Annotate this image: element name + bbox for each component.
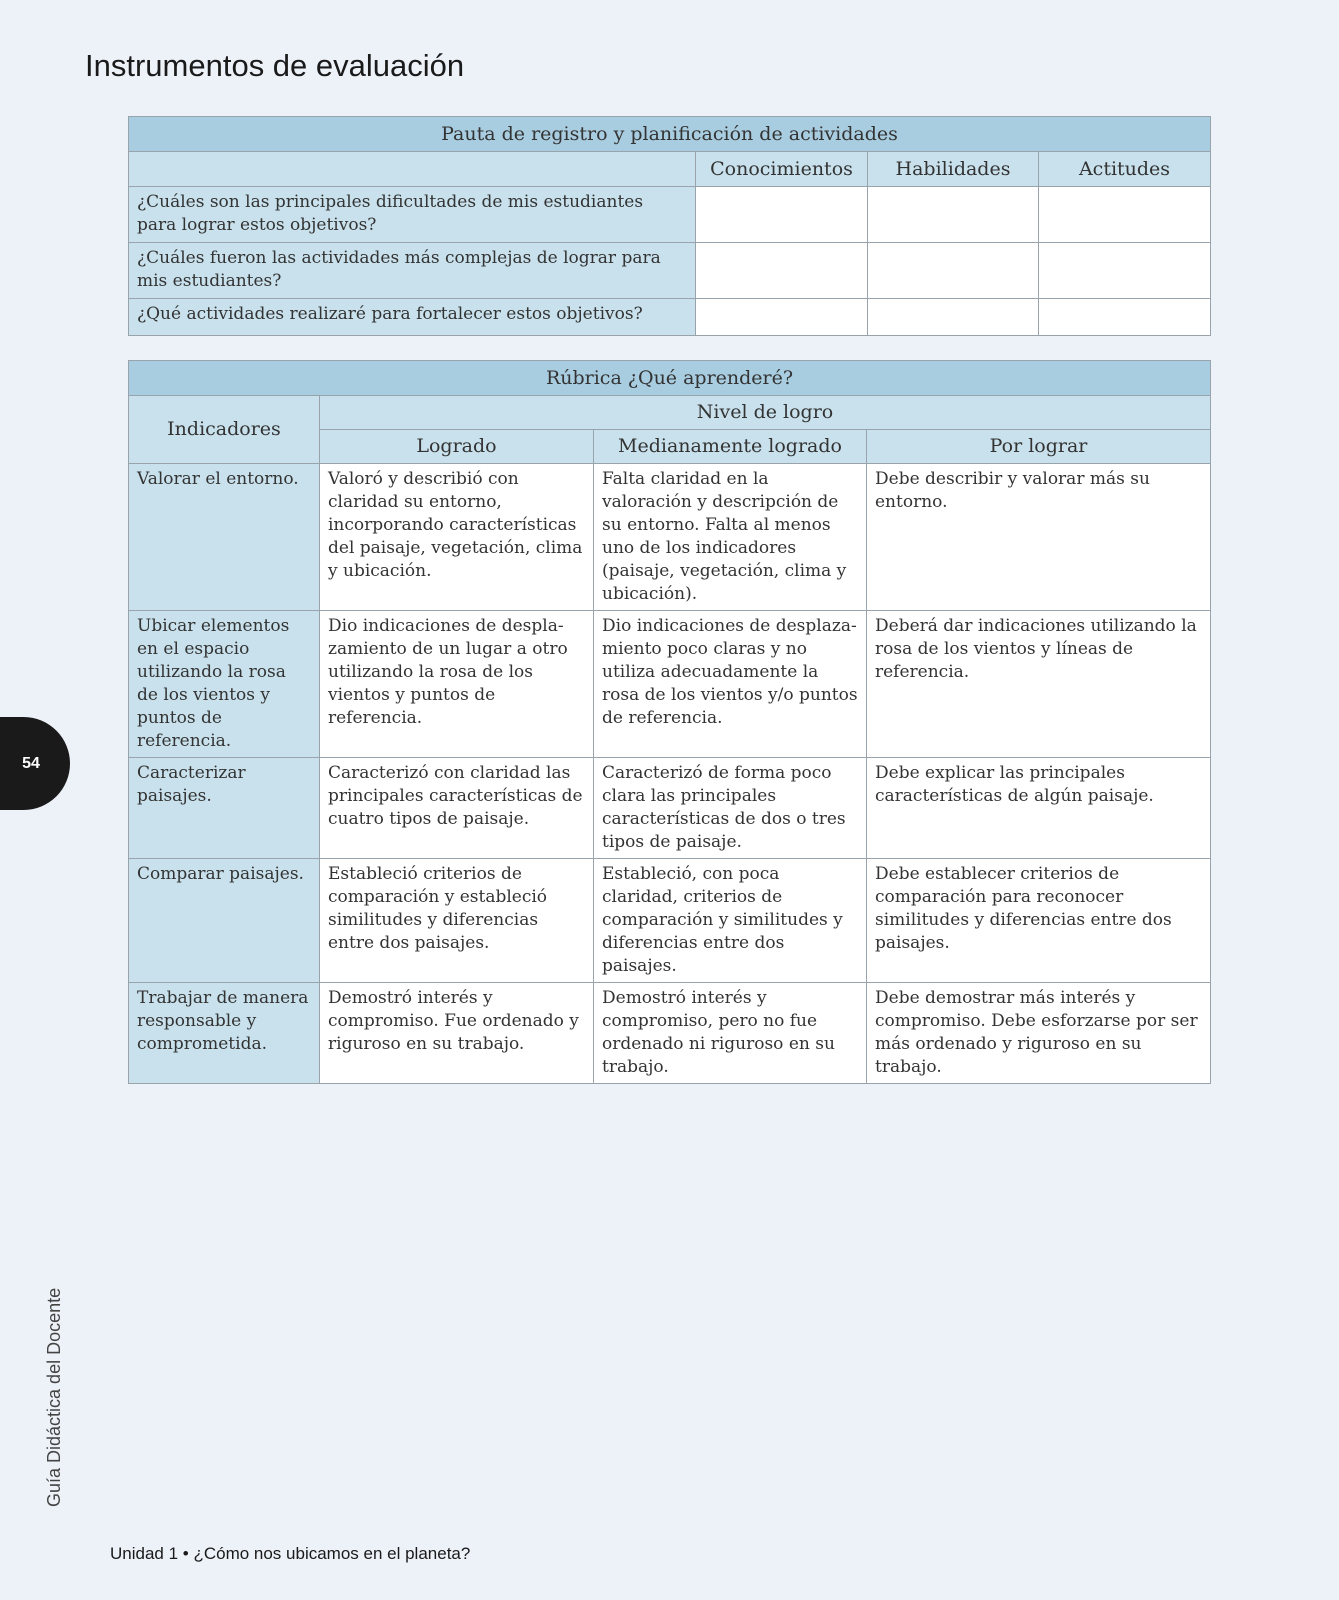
rubric-pending: Debe demostrar más interés y compromiso. Debe esforzarse por ser más ordenado y riguroso en su trabajo. <box>867 983 1211 1084</box>
footer-unit-title: Unidad 1 • ¿Cómo nos ubicamos en el planeta? <box>110 1544 471 1563</box>
rubric-indicator: Ubicar elementos en el espacio utilizando la rosa de los vientos y puntos de referencia. <box>129 611 320 758</box>
rubric-level-partial: Medianamente logrado <box>594 430 867 464</box>
rubric-partial: Demostró interés y compromiso, pero no fue ordenado ni riguroso en su trabajo. <box>594 983 867 1084</box>
answer-cell[interactable] <box>868 187 1039 243</box>
rubric-level-header: Nivel de logro <box>320 396 1211 430</box>
rubric-pending: Debe establecer criterios de comparación para reconocer similitudes y diferencias entre dos paisajes. <box>867 859 1211 983</box>
planning-table-title: Pauta de registro y planificación de actividades <box>129 117 1211 152</box>
table-row <box>129 187 1211 243</box>
rubric-level-achieved: Logrado <box>320 430 594 464</box>
rubric-pending: Debe describir y valorar más su entorno. <box>867 464 1211 611</box>
rubric-pending: Deberá dar indicaciones utilizando la rosa de los vientos y líneas de referencia. <box>867 611 1211 758</box>
table-row <box>129 983 1211 1084</box>
rubric-indicator: Comparar paisajes. <box>129 859 320 983</box>
answer-cell[interactable] <box>1039 187 1211 243</box>
planning-col-knowledge: Conocimientos <box>696 152 868 187</box>
rubric-title: Rúbrica ¿Qué aprenderé? <box>129 361 1211 396</box>
table-row <box>129 299 1211 336</box>
planning-col-attitudes: Actitudes <box>1039 152 1211 187</box>
planning-question: ¿Cuáles son las principales dificultades de mis estudiantes para lograr estos objetivos? <box>129 187 696 243</box>
table-row <box>129 611 1211 758</box>
rubric-achieved: Caracterizó con claridad las principales características de cuatro tipos de paisaje. <box>320 758 594 859</box>
rubric-achieved: Demostró interés y compromiso. Fue ordenado y riguroso en su trabajo. <box>320 983 594 1084</box>
rubric-level-pending: Por lograr <box>867 430 1211 464</box>
table-row <box>129 243 1211 299</box>
rubric-indicators-header: Indicadores <box>129 396 320 464</box>
side-label: Guía Didáctica del Docente <box>44 1287 64 1507</box>
rubric-achieved: Estableció criterios de comparación y estableció similitudes y diferencias entre dos paisajes. <box>320 859 594 983</box>
page-number: 54 <box>22 754 40 772</box>
rubric-achieved: Dio indicaciones de desplazamiento de un lugar a otro utilizando la rosa de los vientos y puntos de referencia. <box>320 611 594 758</box>
answer-cell[interactable] <box>696 299 868 336</box>
rubric-indicator: Valorar el entorno. <box>129 464 320 611</box>
rubric-indicator: Caracterizar paisajes. <box>129 758 320 859</box>
answer-cell[interactable] <box>696 243 868 299</box>
rubric-partial: Caracterizó de forma poco clara las principales características de dos o tres tipos de paisaje. <box>594 758 867 859</box>
answer-cell[interactable] <box>1039 299 1211 336</box>
rubric-partial: Estableció, con poca claridad, criterios de comparación y similitudes y diferencias entre dos paisajes. <box>594 859 867 983</box>
planning-header-blank <box>129 152 696 187</box>
rubric-table <box>128 360 1211 1084</box>
rubric-partial: Falta claridad en la valoración y descripción de su entorno. Falta al menos uno de los indicadores (paisaje, vegetación, clima y ubicación). <box>594 464 867 611</box>
planning-table <box>128 116 1211 336</box>
rubric-pending: Debe explicar las principales características de algún paisaje. <box>867 758 1211 859</box>
planning-question: ¿Cuáles fueron las actividades más complejas de lograr para mis estudiantes? <box>129 243 696 299</box>
table-row <box>129 859 1211 983</box>
rubric-achieved: Valoró y describió con claridad su entorno, incorporando características del paisaje, vegetación, clima y ubicación. <box>320 464 594 611</box>
page-title: Instrumentos de evaluación <box>85 48 465 83</box>
page-number-tab <box>0 717 70 810</box>
answer-cell[interactable] <box>868 299 1039 336</box>
answer-cell[interactable] <box>696 187 868 243</box>
rubric-indicator: Trabajar de manera responsable y comprometida. <box>129 983 320 1084</box>
rubric-partial: Dio indicaciones de desplazamiento poco claras y no utiliza adecuadamente la rosa de los vientos y/o puntos de referencia. <box>594 611 867 758</box>
planning-col-skills: Habilidades <box>868 152 1039 187</box>
answer-cell[interactable] <box>868 243 1039 299</box>
table-row <box>129 758 1211 859</box>
table-row <box>129 464 1211 611</box>
planning-question: ¿Qué actividades realizaré para fortalecer estos objetivos? <box>129 299 696 336</box>
answer-cell[interactable] <box>1039 243 1211 299</box>
